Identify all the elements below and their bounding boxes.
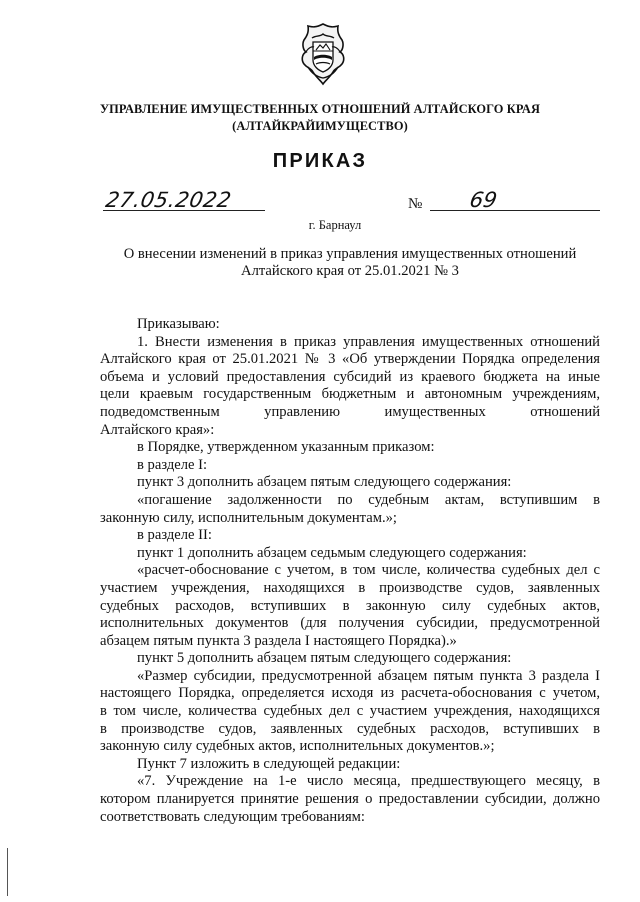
number-sign: № bbox=[408, 196, 423, 212]
body-line: законную силу судебных актов, исполнительных документов.»; bbox=[100, 738, 495, 755]
subject-line: Алтайского края от 25.01.2021 № 3 bbox=[241, 263, 459, 279]
body-line: в разделе I: bbox=[137, 456, 208, 473]
coat-of-arms-emblem bbox=[298, 22, 348, 86]
body-line: пункт 3 дополнить абзацем пятым следующего содержания: bbox=[137, 474, 512, 491]
body-line: объема и условий предоставления субсидий из краевого бюджета на иные bbox=[100, 368, 600, 385]
body-line: «7. Учреждение на 1-е число месяца, предшествующего месяцу, в bbox=[137, 773, 600, 790]
body-line: Алтайского края»: bbox=[100, 421, 215, 438]
subject-line: О внесении изменений в приказ управления имущественных отношений bbox=[123, 246, 577, 262]
body-line: подведомственным управлению имущественных отношений bbox=[100, 403, 600, 420]
body-line: настоящего Порядка, определяется исходя из расчета-обоснования с учетом, bbox=[100, 685, 600, 702]
body-line: 1. Внести изменения в приказ управления имущественных отношений bbox=[137, 333, 600, 350]
organization-name: УПРАВЛЕНИЕ ИМУЩЕСТВЕННЫХ ОТНОШЕНИЙ АЛТАЙСКОГО КРАЯ bbox=[99, 102, 541, 116]
body-line: «расчет-обоснование с учетом, в том числе, количества судебных дел с bbox=[137, 562, 600, 579]
body-line: исполнительных документов (для получения субсидии, предусмотренной bbox=[100, 615, 600, 632]
body-line: «погашение задолженности по судебным актам, вступившим в bbox=[137, 491, 600, 508]
body-line: в Порядке, утвержденном указанным приказом: bbox=[137, 439, 435, 456]
order-body bbox=[100, 316, 600, 826]
body-line: судебных расходов, вступивших в законную силу судебных актов, bbox=[100, 597, 600, 614]
document-type-title: ПРИКАЗ bbox=[272, 150, 368, 172]
body-line: пункт 5 дополнить абзацем пятым следующего содержания: bbox=[137, 650, 512, 667]
handwritten-number: 69 bbox=[467, 188, 499, 212]
body-line: «Размер субсидии, предусмотренной абзацем пятым пункта 3 раздела I bbox=[137, 667, 600, 684]
body-line: котором планируется принятие решения о предоставлении субсидии, должно bbox=[100, 791, 600, 808]
body-line: абзацем пятым пункта 3 раздела I настоящего Порядка).» bbox=[100, 632, 457, 649]
organization-abbreviation: (АЛТАЙКРАЙИМУЩЕСТВО) bbox=[232, 119, 408, 133]
body-line: соответствовать следующим требованиям: bbox=[100, 808, 365, 825]
order-subject bbox=[100, 246, 600, 280]
body-line: в том числе, количества судебных дел с участием учреждения, находящихся bbox=[100, 703, 600, 720]
body-line: участием учреждения, находящихся в производстве судов, заявленных bbox=[100, 579, 600, 596]
number-underline bbox=[430, 210, 600, 211]
body-line: в разделе II: bbox=[137, 527, 212, 544]
body-line: в производстве судов, заявленных судебных расходов, вступивших в bbox=[100, 720, 600, 737]
body-line: цели краевым государственным бюджетным и автономным учреждениям, bbox=[100, 386, 600, 403]
handwritten-date: 27.05.2022 bbox=[103, 188, 234, 212]
scan-margin-mark bbox=[7, 848, 8, 896]
body-line: Пункт 7 изложить в следующей редакции: bbox=[137, 755, 401, 772]
body-line: пункт 1 дополнить абзацем седьмым следующего содержания: bbox=[137, 544, 527, 561]
city: г. Барнаул bbox=[308, 218, 362, 232]
body-line: Приказываю: bbox=[137, 316, 220, 332]
body-line: Алтайского края от 25.01.2021 № 3 «Об утверждении Порядка определения bbox=[100, 351, 600, 368]
body-line: законную силу, исполнительным документам.»; bbox=[100, 509, 397, 526]
